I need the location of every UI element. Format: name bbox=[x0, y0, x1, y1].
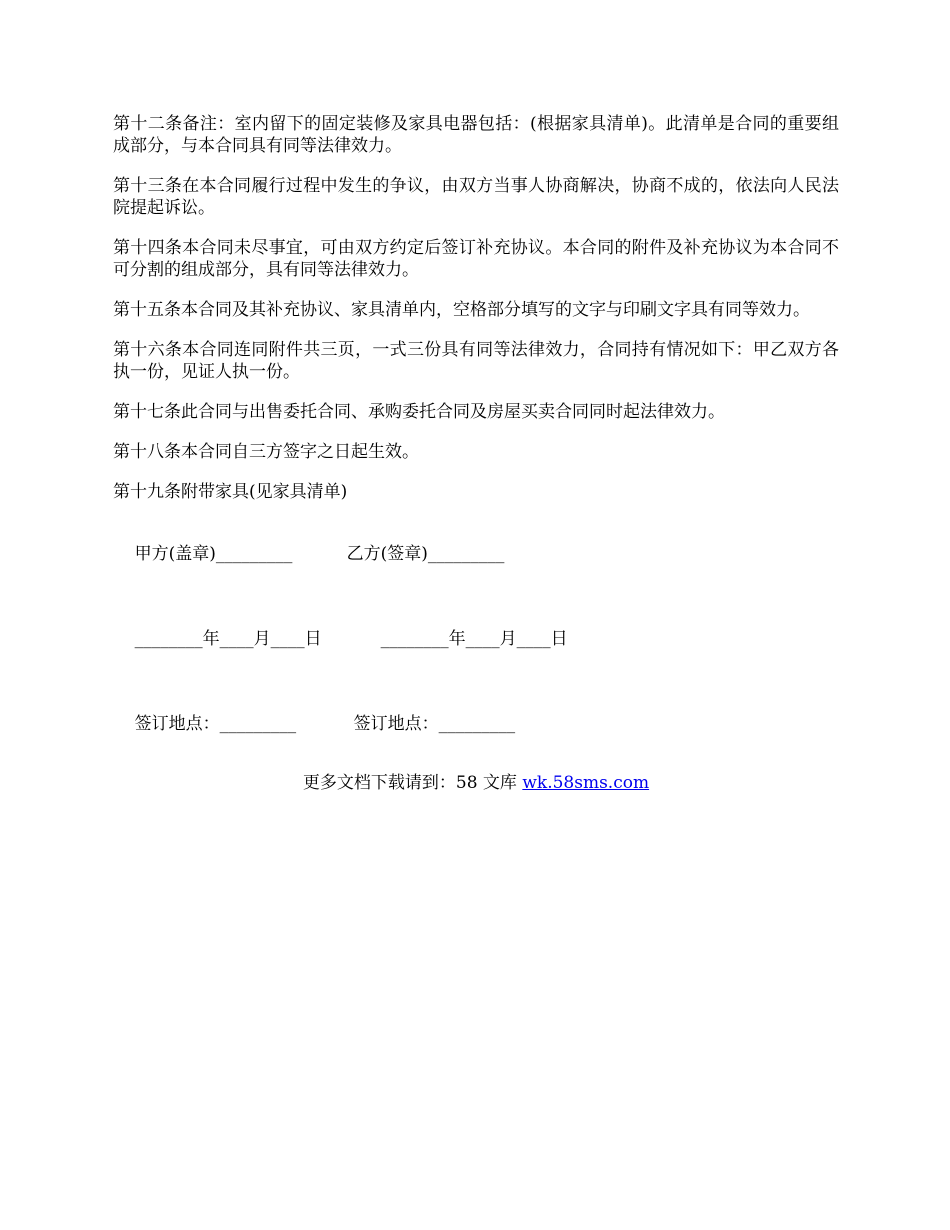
footer-text: 更多文档下载请到：58 文库 bbox=[302, 773, 523, 793]
party-a-place: 签订地点：_________ bbox=[134, 714, 297, 734]
document-page bbox=[113, 113, 839, 794]
party-a-signature: 甲方(盖章)_________ bbox=[134, 544, 293, 564]
place-row bbox=[113, 691, 839, 757]
party-b-signature: 乙方(签章)_________ bbox=[346, 544, 505, 564]
article-12: 第十二条备注：室内留下的固定装修及家具电器包括：(根据家具清单)。此清单是合同的重要组成部分，与本合同具有同等法律效力。 bbox=[113, 114, 839, 156]
article-16: 第十六条本合同连同附件共三页，一式三份具有同等法律效力，合同持有情况如下：甲乙双方各执一份，见证人执一份。 bbox=[113, 340, 839, 382]
download-footer bbox=[113, 772, 839, 794]
party-a-date: ________年____月____日 bbox=[134, 629, 322, 649]
date-row bbox=[113, 606, 839, 672]
article-13: 第十三条在本合同履行过程中发生的争议，由双方当事人协商解决，协商不成的，依法向人民法院提起诉讼。 bbox=[113, 176, 839, 218]
article-14: 第十四条本合同未尽事宜，可由双方约定后签订补充协议。本合同的附件及补充协议为本合同不可分割的组成部分，具有同等法律效力。 bbox=[113, 238, 839, 280]
footer-link[interactable]: wk.58sms.com bbox=[522, 773, 650, 793]
article-15: 第十五条本合同及其补充协议、家具清单内，空格部分填写的文字与印刷文字具有同等效力。 bbox=[113, 300, 810, 320]
article-17: 第十七条此合同与出售委托合同、承购委托合同及房屋买卖合同同时起法律效力。 bbox=[113, 402, 725, 422]
signature-row bbox=[113, 521, 839, 587]
party-b-date: ________年____月____日 bbox=[380, 629, 568, 649]
party-b-place: 签订地点：_________ bbox=[353, 714, 516, 734]
article-19: 第十九条附带家具(见家具清单) bbox=[113, 482, 348, 502]
article-18: 第十八条本合同自三方签字之日起生效。 bbox=[113, 442, 419, 462]
